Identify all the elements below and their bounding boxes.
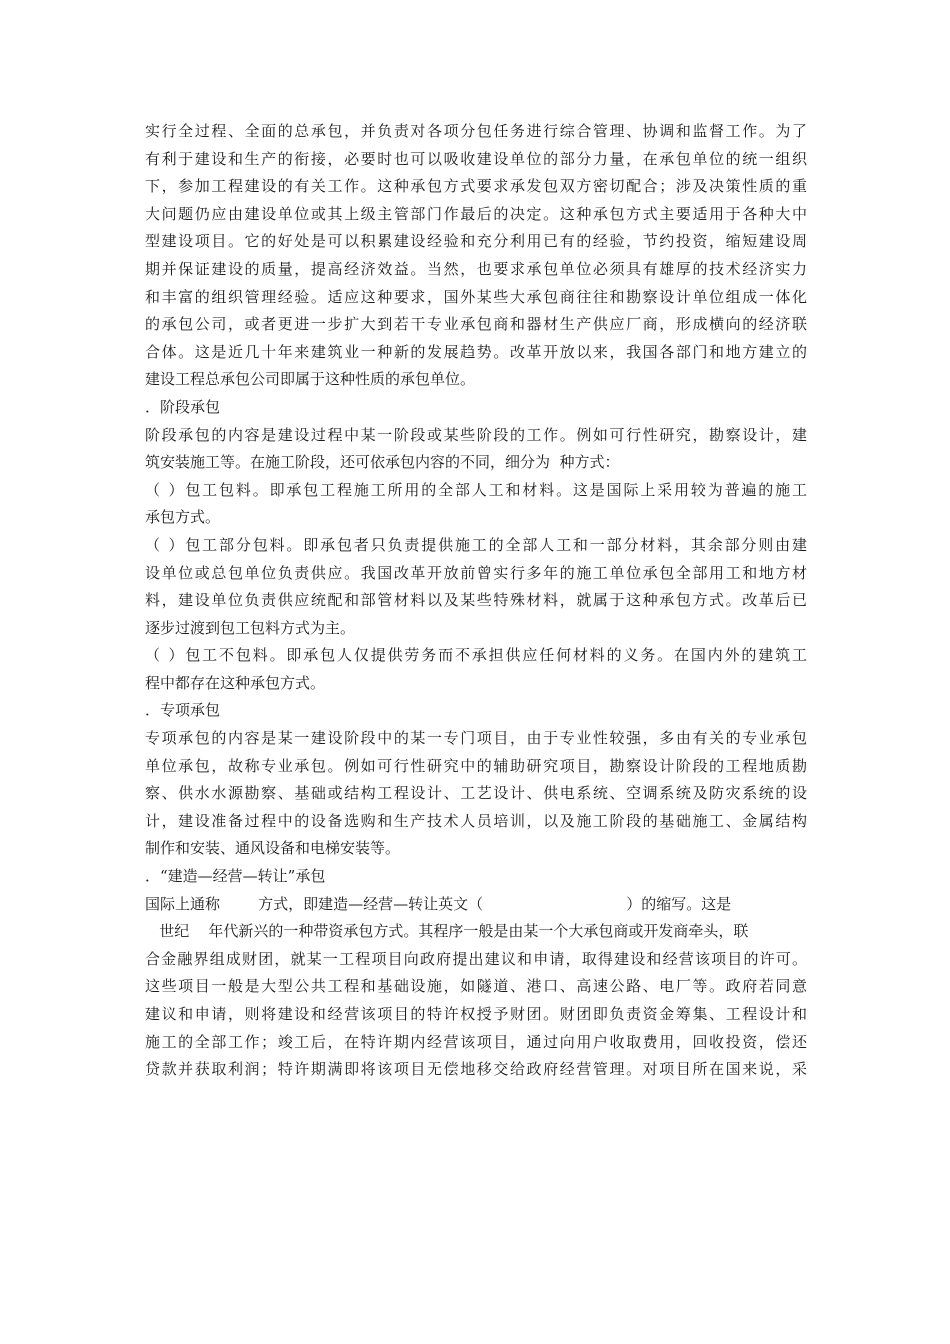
text-line: 和丰富的组织管理经验。适应这种要求，国外某些大承包商往往和勘察设计单位组成一体化 [145,287,807,306]
text-line: 大问题仍应由建设单位或其上级主管部门作最后的决定。这种承包方式主要适用于各种大中 [145,204,807,223]
text-line: 制作和安装、通风设备和电梯安装等。 [145,839,401,858]
text-line: 计，建设准备过程中的设备选购和生产技术人员培训，以及施工阶段的基础施工、金属结构 [145,811,807,830]
text-line: 的承包公司，或者更进一步扩大到若干专业承包商和器材生产供应厂商，形成横向的经济联 [145,315,807,334]
text-line: 承包方式。 [145,508,221,527]
text-line: 合体。这是近几十年来建筑业一种新的发展趋势。改革开放以来，我国各部门和地方建立的 [145,342,807,361]
text-line: （ ）包工部分包料。即承包者只负责提供施工的全部人工和一部分材料，其余部分则由建 [145,535,807,554]
text-line: 型建设项目。它的好处是可以积累建设经验和充分利用已有的经验，节约投资，缩短建设周 [145,232,807,251]
text-line: ．专项承包 [145,701,221,720]
text-line: 实行全过程、全面的总承包，并负责对各项分包任务进行综合管理、协调和监督工作。为了 [145,122,807,140]
text-line: 程中都存在这种承包方式。 [145,673,326,692]
text-line: 世纪 年代新兴的一种带资承包方式。其程序一般是由某一个大承包商或开发商牵头，联 [145,922,749,941]
text-line: 国际上通称 方式，即建造—经营—转让英文（ ）的缩写。这是 [145,894,732,913]
text-line: 设单位或总包单位负责供应。我国改革开放前曾实行多年的施工单位承包全部用工和地方材 [145,563,807,582]
text-line: 逐步过渡到包工包料方式为主。 [145,618,356,637]
text-line: 单位承包，故称专业承包。例如可行性研究中的辅助研究项目，勘察设计阶段的工程地质勘 [145,756,807,775]
text-line: 建设工程总承包公司即属于这种性质的承包单位。 [145,370,476,389]
text-line: ．“建造—经营—转让”承包 [145,867,326,886]
text-line: 阶段承包的内容是建设过程中某一阶段或某些阶段的工作。例如可行性研究，勘察设计，建 [145,425,807,444]
text-line: 贷款并获取利润；特许期满即将该项目无偿地移交给政府经营管理。对项目所在国来说，采 [145,1060,807,1079]
document-body [145,118,807,1084]
text-line: 筑安装施工等。在施工阶段，还可依承包内容的不同，细分为 种方式： [145,453,620,472]
text-line: 专项承包的内容是某一建设阶段中的某一专门项目，由于专业性较强，多由有关的专业承包 [145,729,807,748]
text-line: 这些项目一般是大型公共工程和基础设施，如隧道、港口、高速公路、电厂等。政府若同意 [145,977,807,996]
text-line: 建议和申请，则将建设和经营该项目的特许权授予财团。财团即负责资金筹集、工程设计和 [145,1005,807,1023]
text-line: 料，建设单位负责供应统配和部管材料以及某些特殊材料，就属于这种承包方式。改革后已 [145,591,807,610]
text-line: 察、供水水源勘察、基础或结构工程设计、工艺设计、供电系统、空调系统及防灾系统的设 [145,784,807,803]
text-line: 下，参加工程建设的有关工作。这种承包方式要求承发包双方密切配合；涉及决策性质的重 [145,177,807,196]
text-line: 合金融界组成财团，就某一工程项目向政府提出建议和申请，取得建设和经营该项目的许可。 [145,949,807,968]
text-line: 施工的全部工作；竣工后，在特许期内经营该项目，通过向用户收取费用，回收投资，偿还 [145,1032,807,1051]
text-line: （ ）包工包料。即承包工程施工所用的全部人工和材料。这是国际上采用较为普遍的施工 [145,480,807,499]
text-line: 期并保证建设的质量，提高经济效益。当然，也要求承包单位必须具有雄厚的技术经济实力 [145,259,807,278]
text-line: ．阶段承包 [145,397,221,416]
text-line: 有利于建设和生产的衔接，必要时也可以吸收建设单位的部分力量，在承包单位的统一组织 [145,149,807,168]
text-line: （ ）包工不包料。即承包人仅提供劳务而不承担供应任何材料的义务。在国内外的建筑工 [145,646,807,665]
